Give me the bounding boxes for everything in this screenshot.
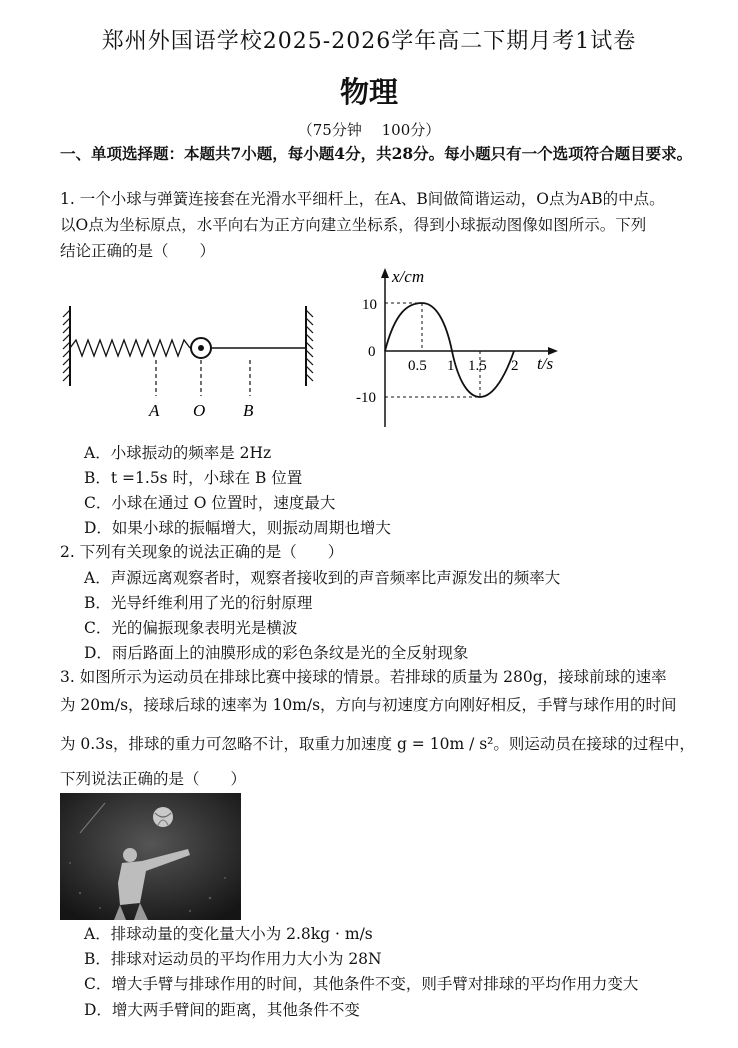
q3-option-b: B．排球对运动员的平均作用力大小为 28N <box>84 950 382 968</box>
spring <box>70 340 190 356</box>
y-tick-10: 10 <box>362 297 377 313</box>
q1-stem-line-3: 结论正确的是（ ） <box>60 242 216 260</box>
q2-option-a: A．声源远离观察者时，观察者接收到的声音频率比声源发出的频率大 <box>84 569 561 587</box>
volleyball-illustration <box>60 793 241 920</box>
y-tick-neg10: -10 <box>356 390 376 406</box>
origin-label: 0 <box>368 344 376 360</box>
x-tick-2: 2 <box>511 358 519 374</box>
left-wall <box>63 306 70 386</box>
sine-curve <box>385 303 514 397</box>
label-a: A <box>149 401 160 420</box>
x-axis-label: t/s <box>537 354 554 373</box>
q3-stem-line-2: 为 20m/s，接球后球的速率为 10m/s，方向与初速度方向刚好相反，手臂与球作用的时间 <box>60 696 677 714</box>
x-tick-0.5: 0.5 <box>408 358 427 374</box>
q3-option-d: D．增大两手臂间的距离，其他条件不变 <box>84 1001 360 1019</box>
q1-option-a: A．小球振动的频率是 2Hz <box>84 444 272 462</box>
subject-title: 物理 <box>339 75 398 109</box>
label-o: O <box>193 401 206 420</box>
exam-title: 郑州外国语学校2025-2026学年高二下期月考1试卷 <box>101 29 637 54</box>
q1-stem-line-2: 以O点为坐标原点，水平向右为正方向建立坐标系，得到小球振动图像如图所示。下列 <box>60 216 647 234</box>
exam-duration: （75分钟 100分） <box>297 121 441 139</box>
watermark-fade <box>370 1000 738 1048</box>
oscillation-graph <box>340 262 570 432</box>
q2-stem: 2. 下列有关现象的说法正确的是（ ） <box>60 543 344 561</box>
q2-option-c: C．光的偏振现象表明光是横波 <box>84 619 298 637</box>
spring-oscillator-figure <box>60 298 320 428</box>
q1-stem-line-1: 1. 一个小球与弹簧连接套在光滑水平细杆上，在A、B间做简谐运动，O点为AB的中点。 <box>60 190 665 208</box>
q2-option-d: D．雨后路面上的油膜形成的彩色条纹是光的全反射现象 <box>84 644 469 662</box>
q1-option-d: D．如果小球的振幅增大，则振动周期也增大 <box>84 519 391 537</box>
section-heading: 一、单项选择题：本题共7小题，每小题4分，共28分。每小题只有一个选项符合题目要求。 <box>60 144 693 163</box>
right-wall <box>306 306 313 386</box>
q2-option-b: B．光导纤维利用了光的衍射原理 <box>84 594 313 612</box>
q1-option-c: C．小球在通过 O 位置时，速度最大 <box>84 494 336 512</box>
label-b: B <box>243 401 254 420</box>
q3-option-c: C．增大手臂与排球作用的时间，其他条件不变，则手臂对排球的平均作用力变大 <box>84 975 639 993</box>
volleyball-photo <box>60 793 241 920</box>
x-tick-1.5: 1.5 <box>468 358 487 374</box>
y-axis-arrow <box>381 268 389 278</box>
q1-option-b: B．t =1.5s 时，小球在 B 位置 <box>84 469 303 487</box>
ball-center <box>198 345 204 351</box>
q3-stem-line-3: 为 0.3s，排球的重力可忽略不计，取重力加速度 g = 10m / s²。则运动员在接球的过程中， <box>60 735 695 753</box>
x-tick-1: 1 <box>447 358 455 374</box>
q3-stem-line-1: 3. 如图所示为运动员在排球比赛中接球的情景。若排球的质量为 280g，接球前球的速率 <box>60 668 667 686</box>
q3-option-a: A．排球动量的变化量大小为 2.8kg · m/s <box>84 925 373 943</box>
y-axis-label: x/cm <box>392 267 425 286</box>
q3-stem-line-4: 下列说法正确的是（ ） <box>60 770 247 788</box>
